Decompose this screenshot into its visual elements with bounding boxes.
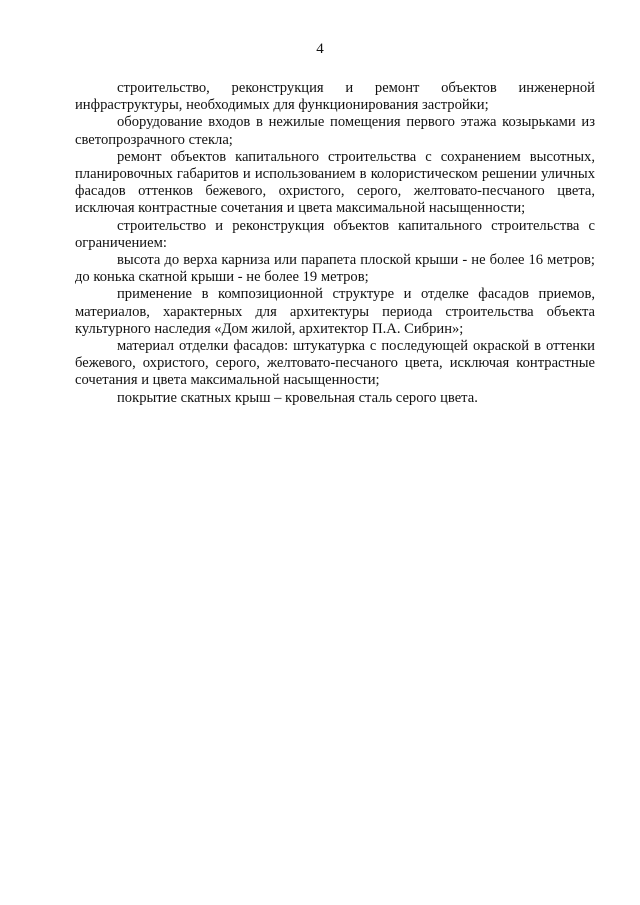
paragraph-capital-repair: ремонт объектов капитального строительства с сохранением высотных, планировочных габаритов и использованием в колористическом решении уличных фасадов оттенков бежевого, охристого, серого, желтовато-песчаного цвета, исключая контрастные сочетания и цвета максимальной насыщенности; — [75, 148, 595, 217]
document-body — [75, 80, 595, 407]
paragraph-facade-material: материал отделки фасадов: штукатурка с последующей окраской в оттенки бежевого, охристого, серого, желтовато-песчаного цвета, исключая контрастные сочетания и цвета максимальной насыщенности; — [75, 338, 595, 389]
page-number: 4 — [316, 41, 324, 57]
paragraph-engineering-infrastructure: строительство, реконструкция и ремонт объектов инженерной инфраструктуры, необходимых для функционирования застройки; — [75, 80, 595, 114]
paragraph-facade-techniques: применение в композиционной структуре и отделке фасадов приемов, материалов, характерных для архитектуры периода строительства объекта культурного наследия «Дом жилой, архитектор П.А. Сибрин»; — [75, 286, 595, 337]
paragraph-entrance-canopies: оборудование входов в нежилые помещения первого этажа козырьками из светопрозрачного стекла; — [75, 114, 595, 148]
paragraph-height-limit: высота до верха карниза или парапета плоской крыши - не более 16 метров; до конька скатной крыши - не более 19 метров; — [75, 252, 595, 286]
paragraph-construction-restriction: строительство и реконструкция объектов капитального строительства с ограничением: — [75, 217, 595, 251]
paragraph-roof-covering: покрытие скатных крыш – кровельная сталь серого цвета. — [117, 389, 478, 406]
